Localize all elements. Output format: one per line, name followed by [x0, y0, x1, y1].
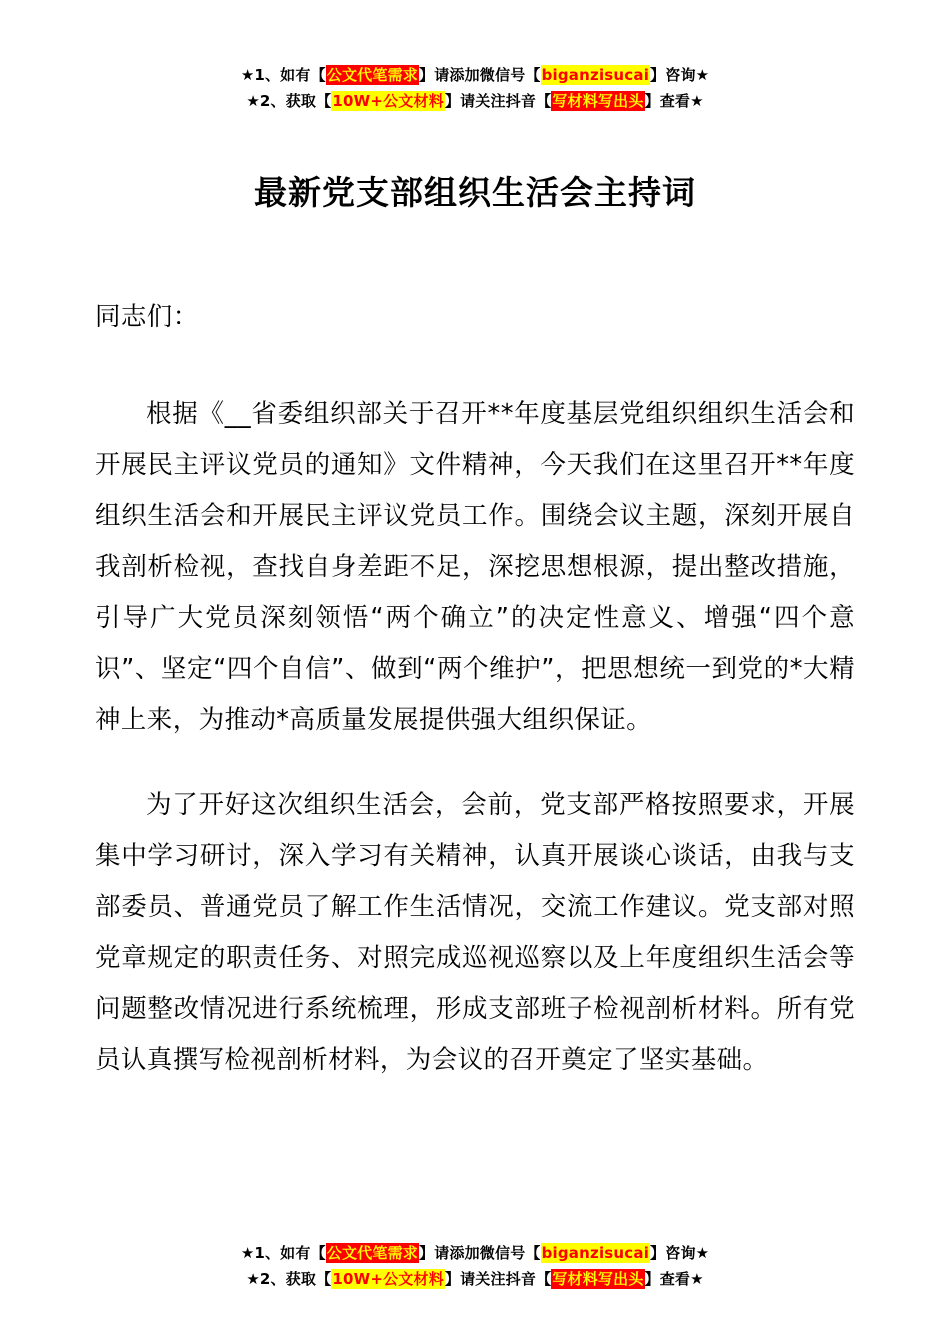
- promo-line-1: [95, 62, 855, 88]
- paragraph-2: 为了开好这次组织生活会，会前，党支部严格按照要求，开展集中学习研讨，深入学习有关精神，认真开展谈心谈话，由我与支部委员、普通党员了解工作生活情况，交流工作建议。党支部对照党章规定的职责任务、对照完成巡视巡察以及上年度组织生活会等问题整改情况进行系统梳理，形成支部班子检视剖析材料。所有党员认真撰写检视剖析材料，为会议的召开奠定了坚实基础。: [95, 789, 855, 1075]
- star-icon-left-4: ★: [246, 1269, 260, 1288]
- star-icon-right-4: ★: [690, 1269, 704, 1288]
- promo-line-2-bracket-open: 【: [316, 92, 332, 111]
- promo-line-1-highlight-2-bottom: biganzisucai: [541, 1243, 650, 1262]
- promo-line-2-highlight-1: 10W+公文材料: [332, 92, 444, 111]
- promo-line-1-middle-bottom: 请添加微信号: [434, 1243, 526, 1262]
- promo-line-1-bracket-open: 【: [310, 66, 326, 84]
- star-icon-left: ★: [240, 66, 255, 84]
- promo-line-2-highlight-2-bottom: 写材料写出头: [552, 1269, 644, 1288]
- promo-banner-bottom: [0, 1240, 950, 1293]
- promo-line-1-bracket-close-2: 】: [650, 66, 666, 84]
- document-body: [95, 292, 855, 1086]
- promo-line-2-bottom: [0, 1266, 950, 1292]
- promo-line-1-prefix: 1、如有: [254, 66, 311, 84]
- promo-line-2-bracket-close-2: 】: [644, 92, 660, 111]
- promo-line-1-bracket-open-bottom: 【: [310, 1243, 326, 1262]
- promo-line-1-bracket-open-2-bottom: 【: [525, 1243, 541, 1262]
- promo-line-2-bracket-open-bottom: 【: [316, 1269, 332, 1288]
- promo-line-1-highlight-2: biganzisucai: [541, 66, 650, 84]
- promo-line-2-bracket-close-bottom: 】: [444, 1269, 461, 1288]
- promo-line-2-bracket-close: 】: [444, 92, 461, 111]
- promo-line-1-highlight-1-bottom: 公文代笔需求: [326, 1243, 418, 1262]
- star-icon-left-3: ★: [240, 1243, 255, 1262]
- promo-line-2-highlight-1-bottom: 10W+公文材料: [332, 1269, 444, 1288]
- salutation: 同志们：: [95, 301, 199, 332]
- star-icon-right: ★: [695, 66, 710, 84]
- star-icon-right-3: ★: [695, 1243, 710, 1262]
- promo-line-1-bottom: [0, 1240, 950, 1266]
- promo-line-1-bracket-close: 】: [418, 66, 435, 84]
- star-icon-right-2: ★: [690, 92, 704, 111]
- promo-line-2-bracket-close-2-bottom: 】: [644, 1269, 660, 1288]
- promo-line-1-bracket-open-2: 【: [525, 66, 541, 84]
- paragraph-1: 根据《__省委组织部关于召开**年度基层党组织组织生活会和开展民主评议党员的通知》文件精神，今天我们在这里召开**年度组织生活会和开展民主评议党员工作。围绕会议主题，深刻开展自我剖析检视，查找自身差距不足，深挖思想根源，提出整改措施，引导广大党员深刻领悟“两个确立”的决定性意义、增强“四个意识”、坚定“四个自信”、做到“两个维护”，把思想统一到党的*大精神上来，为推动*高质量发展提供强大组织保证。: [95, 398, 855, 735]
- promo-line-2-suffix-bottom: 查看: [659, 1269, 691, 1288]
- promo-line-1-bracket-close-2-bottom: 】: [650, 1243, 666, 1262]
- promo-line-1-bracket-close-bottom: 】: [418, 1243, 435, 1262]
- page-title: 最新党支部组织生活会主持词: [254, 172, 696, 212]
- star-icon-left-2: ★: [246, 92, 260, 111]
- promo-line-1-prefix-bottom: 1、如有: [254, 1243, 311, 1262]
- promo-line-2-middle: 请关注抖音: [460, 92, 537, 111]
- promo-line-2: [95, 88, 855, 114]
- promo-line-2-highlight-2: 写材料写出头: [552, 92, 644, 111]
- promo-line-1-middle: 请添加微信号: [434, 66, 526, 84]
- promo-line-2-prefix: 2、获取: [259, 92, 317, 111]
- promo-banner-top: [95, 0, 855, 115]
- promo-line-2-bracket-open-2: 【: [536, 92, 552, 111]
- promo-line-2-prefix-bottom: 2、获取: [259, 1269, 317, 1288]
- promo-line-2-suffix: 查看: [659, 92, 691, 111]
- promo-line-1-suffix-bottom: 咨询: [665, 1243, 696, 1262]
- promo-line-1-suffix: 咨询: [665, 66, 696, 84]
- promo-line-1-highlight-1: 公文代笔需求: [326, 66, 418, 84]
- promo-line-2-bracket-open-2-bottom: 【: [536, 1269, 552, 1288]
- promo-line-2-middle-bottom: 请关注抖音: [460, 1269, 537, 1288]
